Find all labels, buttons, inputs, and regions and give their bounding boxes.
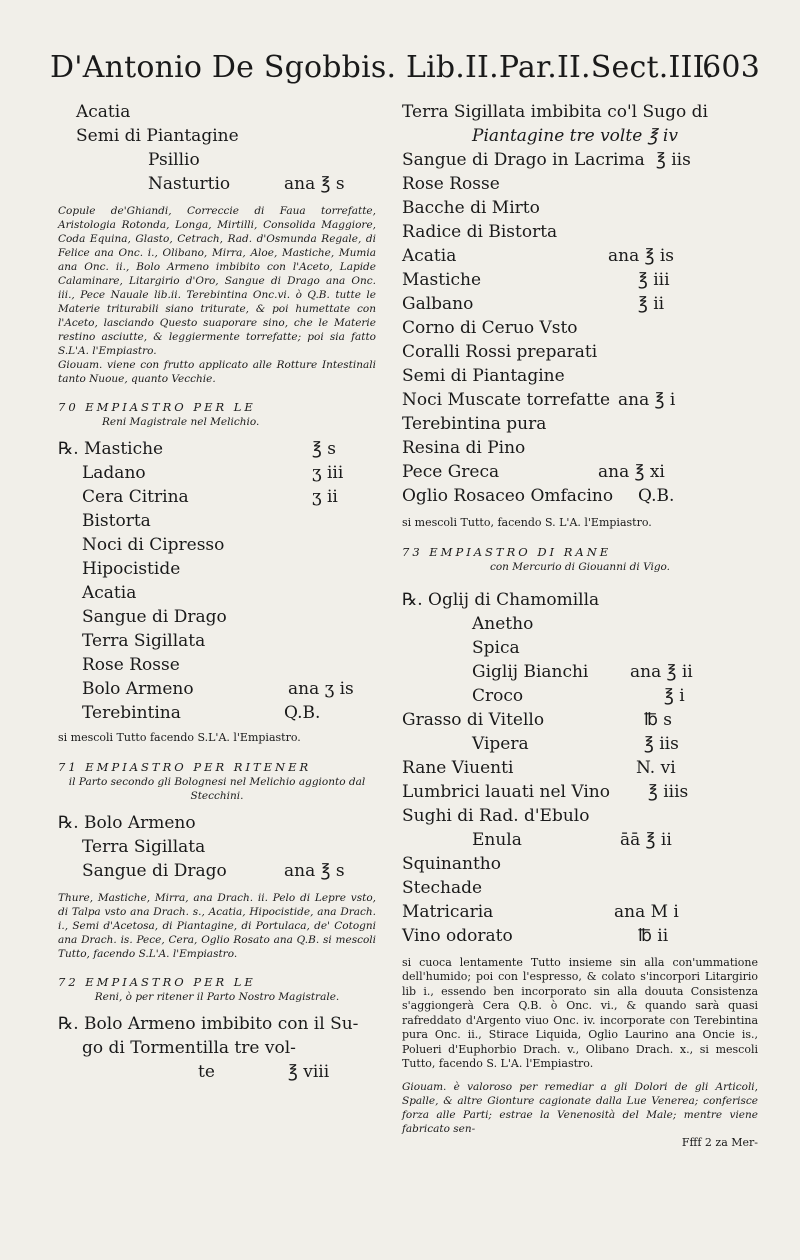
ingredient-name: Grasso di Vitello	[402, 709, 545, 730]
ingredient-name: Corno di Ceruo Vsto	[402, 318, 578, 338]
ingredient-row	[58, 701, 376, 725]
ingredient-name: Sangue di Drago	[82, 860, 227, 881]
ingredient-row	[58, 1012, 376, 1036]
ingredient-row	[402, 780, 758, 804]
ingredient-row	[402, 852, 758, 876]
ingredient-amount: ℔ s	[644, 709, 673, 730]
ingredient-list-4	[58, 1012, 376, 1084]
ingredient-name: Enula	[472, 829, 522, 850]
ingredient-amount: ʒ ii	[312, 487, 338, 507]
ingredient-amount: Q.B.	[638, 486, 675, 506]
ingredient-name: Semi di Piantagine	[76, 126, 239, 146]
usage-note: Giouam. è valoroso per remediar a gli Dolori de gli Articoli, Spalle, & altre Gionture cagionate dalla Lue Venerea; conferisce forza alle Parti; estrae la Venenosità del Male; mentre viene fabricato sen-	[402, 1080, 758, 1135]
ingredient-amount: ℥ iiis	[648, 781, 689, 802]
ingredient-row	[402, 340, 758, 364]
recipe-heading-72: 72 EMPIASTRO PER LE	[58, 974, 256, 989]
ingredient-name: Noci di Cipresso	[82, 535, 225, 555]
ingredient-row	[402, 588, 758, 612]
ingredient-row	[402, 196, 758, 220]
ingredient-amount: ℥ viii	[288, 1061, 330, 1082]
ingredient-row	[402, 924, 758, 948]
ingredient-row	[58, 581, 376, 605]
ingredient-amount: N. vi	[636, 757, 676, 778]
ingredient-row	[402, 900, 758, 924]
ingredient-amount: ana ℥ s	[284, 860, 345, 881]
ingredient-name: Rose Rosse	[402, 174, 500, 194]
ingredient-name: Resina di Pino	[402, 438, 526, 458]
ingredient-name: Terra Sigillata imbibita co'l Sugo di	[402, 102, 708, 122]
ingredient-name: Anetho	[472, 613, 534, 634]
ingredient-name: Rane Viuenti	[402, 757, 514, 778]
ingredient-row	[58, 859, 376, 883]
ingredient-name: Sughi di Rad. d'Ebulo	[402, 805, 590, 826]
ingredient-row	[402, 708, 758, 732]
header-title: D'Antonio De Sgobbis. Lib.II.Par.II.Sect.III.	[50, 50, 715, 85]
ingredient-name: Acatia	[76, 102, 131, 122]
ingredient-list-2	[58, 437, 376, 725]
recipe-heading-71: 71 EMPIASTRO PER RITENER	[58, 759, 312, 774]
ingredient-amount: ℔ ii	[638, 925, 669, 946]
ingredient-row	[58, 100, 376, 124]
ingredient-row	[402, 612, 758, 636]
ingredient-name: Vipera	[472, 733, 529, 754]
ingredient-row	[58, 629, 376, 653]
ingredient-row	[58, 172, 376, 196]
ingredient-amount: ℥ ii	[638, 294, 665, 314]
ingredient-row	[58, 605, 376, 629]
ingredient-amount: ℥ s	[312, 439, 336, 459]
ingredient-amount: ana ℥ is	[608, 246, 675, 266]
ingredient-name: Terebintina	[82, 703, 181, 723]
recipe-subheading-72: Reni, ò per ritener il Parto Nostro Magistrale.	[94, 990, 340, 1003]
ingredient-list-5	[402, 100, 758, 508]
ingredient-name: ℞. Bolo Armeno	[58, 812, 196, 833]
ingredient-row	[402, 316, 758, 340]
ingredient-row	[402, 660, 758, 684]
ingredient-row	[58, 653, 376, 677]
ingredient-name: Cera Citrina	[82, 487, 189, 507]
ingredient-row	[402, 292, 758, 316]
left-column	[58, 100, 376, 1084]
ingredient-row	[402, 364, 758, 388]
ingredient-name: Galbano	[402, 294, 474, 314]
ingredient-name: Acatia	[82, 583, 137, 603]
preparation-line: si mescoli Tutto, facendo S. L'A. l'Empiastro.	[402, 516, 652, 529]
ingredient-name: Bacche di Mirto	[402, 198, 540, 218]
ingredient-row	[402, 388, 758, 412]
ingredient-name: Stechade	[402, 877, 483, 898]
ingredient-row	[402, 172, 758, 196]
ingredient-row	[58, 533, 376, 557]
ingredient-amount: ana ℥ s	[284, 174, 345, 194]
ingredient-name: Terebintina pura	[402, 414, 547, 434]
page-number: 603	[702, 50, 760, 85]
ingredient-row	[402, 804, 758, 828]
ingredient-name: ℞. Bolo Armeno imbibito con il Su-	[58, 1013, 359, 1034]
ingredient-amount: ʒ iii	[312, 463, 344, 483]
usage-note: Giouam. viene con frutto applicato alle Rotture Intestinali tanto Nuoue, quanto Vecchie.	[58, 359, 376, 385]
ingredient-row	[58, 677, 376, 701]
recipe-heading-70: 70 EMPIASTRO PER LE	[58, 400, 256, 414]
ingredient-name: Giglij Bianchi	[472, 661, 589, 682]
preparation-line: si mescoli Tutto facendo S.L'A. l'Empiastro.	[58, 731, 301, 744]
ingredient-row	[402, 268, 758, 292]
ingredient-row	[402, 684, 758, 708]
ingredient-amount: ana ʒ is	[288, 679, 354, 699]
ingredient-name: Oglio Rosaceo Omfacino	[402, 486, 614, 506]
ingredient-name: Radice di Bistorta	[402, 222, 558, 242]
ingredient-list-3	[58, 811, 376, 883]
ingredient-name: ℞. Mastiche	[58, 439, 164, 459]
ingredient-name: Spica	[472, 637, 520, 658]
page-signature: Ffff 2 za Mer-	[681, 1135, 758, 1149]
ingredient-name: Psillio	[148, 150, 200, 170]
ingredient-row	[402, 436, 758, 460]
ingredient-row	[402, 100, 758, 124]
ingredient-amount: ana ℥ xi	[598, 462, 665, 482]
ingredient-row	[58, 509, 376, 533]
ingredient-row	[402, 148, 758, 172]
ingredient-name: Pece Greca	[402, 462, 500, 482]
ingredient-name: Vino odorato	[402, 925, 513, 946]
ingredient-name: Noci Muscate torrefatte	[402, 390, 611, 410]
ingredient-row	[58, 1060, 376, 1084]
ingredient-row	[402, 412, 758, 436]
ingredient-amount: ana ℥ i	[618, 390, 676, 410]
recipe-subheading-70: Reni Magistrale nel Melichio.	[102, 416, 260, 428]
ingredient-name: ℞. Oglij di Chamomilla	[402, 589, 600, 610]
ingredient-row	[58, 835, 376, 859]
ingredient-row	[402, 876, 758, 900]
ingredient-name: Terra Sigillata	[82, 836, 206, 857]
ingredient-name: Bistorta	[82, 511, 151, 531]
ingredient-name: Ladano	[82, 463, 146, 483]
ingredient-name: Piantagine tre volte ℥ iv	[472, 126, 678, 146]
recipe-subheading-71: il Parto secondo gli Bolognesi nel Melichio aggionto dal Stecchini.	[68, 775, 366, 802]
ingredient-row	[402, 244, 758, 268]
ingredient-row	[402, 220, 758, 244]
ingredient-name: Rose Rosse	[82, 655, 180, 675]
ingredient-row	[402, 460, 758, 484]
ingredient-amount: ℥ iis	[644, 733, 679, 754]
ingredient-amount: Q.B.	[284, 703, 321, 723]
ingredient-name: Squinantho	[402, 853, 501, 874]
ingredient-list-1	[58, 100, 376, 196]
ingredient-row	[58, 124, 376, 148]
ingredient-row	[58, 485, 376, 509]
ingredient-name: Hipocistide	[82, 559, 181, 579]
ingredient-name: Matricaria	[402, 901, 494, 922]
recipe-paragraph: si cuoca lentamente Tutto insieme sin alla con'ummatione dell'humido; poi con l'espresso, & colato s'incorpori Litargirio lib i., essendo ben incorporato sin alla douuta Consistenza s'aggiongerà Cera Q.B. ò Onc. vi., & quando sarà quasi rafreddato d'Argento viuo Onc. iv. incorporate con Terebintina pura Onc. ii., Stirace Liquida, Oglio Laurino ana Oncie is., Polueri d'Euphorbio Drach. v., Olibano Drach. x., si mescoli Tutto, facendo S. L'A. l'Empiastro.	[402, 955, 758, 1070]
ingredient-row	[402, 484, 758, 508]
ingredient-amount: ℥ iis	[656, 150, 691, 170]
running-header	[50, 50, 760, 100]
ingredient-row	[58, 811, 376, 835]
ingredient-name: te	[198, 1061, 215, 1082]
recipe-subheading-73: con Mercurio di Giouanni di Vigo.	[489, 560, 671, 573]
ingredient-amount: āā ℥ ii	[620, 829, 672, 850]
ingredient-row	[402, 732, 758, 756]
ingredient-row	[402, 124, 758, 148]
recipe-heading-73: 73 EMPIASTRO DI RANE	[402, 544, 612, 559]
ingredient-row	[402, 828, 758, 852]
ingredient-name: Sangue di Drago in Lacrima	[402, 150, 645, 170]
ingredient-row	[402, 636, 758, 660]
ingredient-amount: ℥ i	[664, 685, 685, 706]
ingredient-name: Acatia	[402, 246, 457, 266]
ingredient-name: Sangue di Drago	[82, 607, 227, 627]
ingredient-name: Bolo Armeno	[82, 679, 194, 699]
right-column	[402, 100, 758, 1150]
ingredient-name: Terra Sigillata	[82, 631, 206, 651]
ingredient-list-6	[402, 588, 758, 948]
ingredient-name: go di Tormentilla tre vol-	[82, 1037, 296, 1058]
ingredient-row	[58, 437, 376, 461]
ingredient-name: Semi di Piantagine	[402, 366, 565, 386]
ingredient-amount: ana ℥ ii	[630, 661, 693, 682]
ingredient-row	[58, 1036, 376, 1060]
ingredient-amount: ℥ iii	[638, 270, 670, 290]
ingredient-name: Coralli Rossi preparati	[402, 342, 598, 362]
ingredient-row	[58, 148, 376, 172]
ingredient-name: Mastiche	[402, 270, 482, 290]
ingredient-row	[58, 557, 376, 581]
ingredient-amount: ana M i	[614, 901, 679, 922]
ingredient-name: Lumbrici lauati nel Vino	[402, 781, 610, 802]
recipe-paragraph: Copule de'Ghiandi, Correccie di Faua torrefatte, Aristologia Rotonda, Longa, Mirtilli, Consolida Maggiore, Coda Equina, Glasto, Cetrach, Rad. d'Osmunda Regale, di Felice ana Onc. i., Olibano, Mirra, Aloe, Mastiche, Mumia ana Onc. ii., Bolo Armeno imbibito con l'Aceto, Lapide Calaminare, Litargirio d'Oro, Sangue di Drago ana Onc. iii., Pece Nauale lib.ii. Terebintina Onc.vi. ò Q.B. tutte le Materie triturabili siano triturate, & poi humettate con l'Aceto, lasciando Questo suaporare sino, che le Materie restino asciutte, & leggiermente torrefatte; poi sia fatto S.L'A. l'Empiastro.	[58, 205, 376, 357]
recipe-paragraph: Thure, Mastiche, Mirra, ana Drach. ii. Pelo di Lepre vsto, di Talpa vsto ana Drach. s., Acatia, Hipocistide, ana Drach. i., Semi d'Acetosa, di Piantagine, di Portulaca, de' Cotogni ana Drach. is. Pece, Cera, Oglio Rosato ana Q.B. si mescoli Tutto, facendo S.L'A. l'Empiastro.	[58, 891, 376, 960]
ingredient-name: Nasturtio	[148, 174, 231, 194]
ingredient-row	[402, 756, 758, 780]
ingredient-name: Croco	[472, 685, 524, 706]
ingredient-row	[58, 461, 376, 485]
